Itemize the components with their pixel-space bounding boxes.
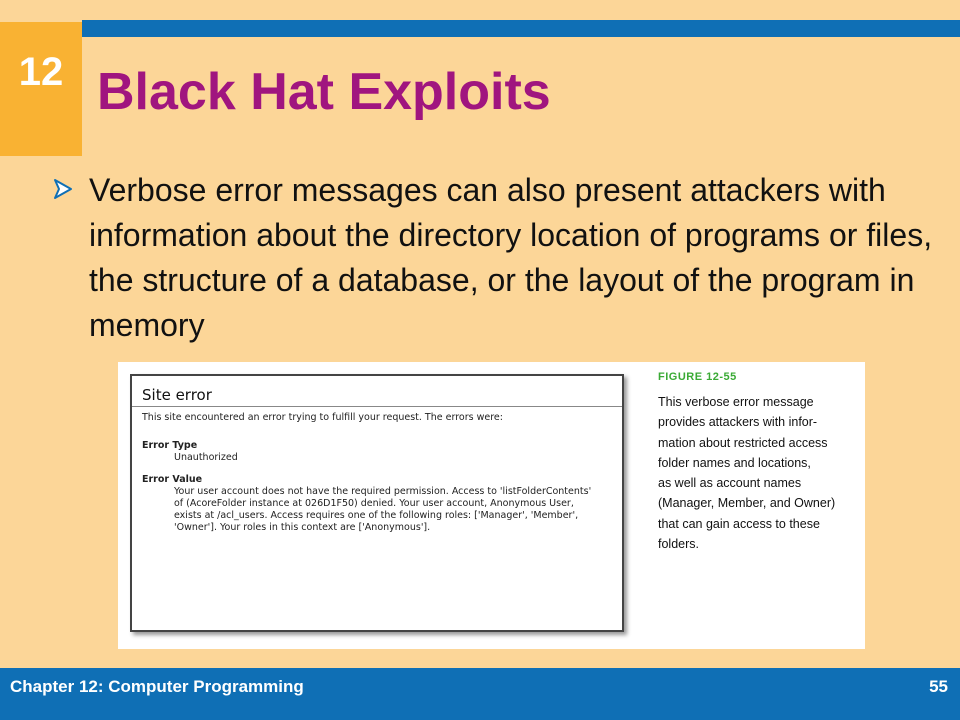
footer-bar [0, 668, 960, 720]
error-window-screenshot [130, 374, 624, 632]
caption-line: as well as account names [658, 476, 802, 491]
top-bar [0, 0, 960, 22]
caption-line: that can gain access to these [658, 516, 820, 531]
caption-line: mation about restricted access [658, 435, 828, 450]
caption-line: This verbose error message [658, 395, 814, 409]
bullet-text: Verbose error messages can also present attackers with information about the directory location of programs or files, the structure of a database, or the layout of the program in memory [89, 172, 933, 343]
error-type-label: Error Type [142, 440, 198, 451]
footer-chapter: Chapter 12: Computer Programming [10, 677, 304, 696]
error-value-line: 'Owner']. Your roles in this context are ['Anonymous']. [174, 522, 431, 533]
header-accent-bar [82, 20, 960, 37]
chapter-number: 12 [18, 50, 64, 94]
caption-line: folders. [658, 537, 699, 552]
window-divider [132, 406, 622, 407]
caption-line: (Manager, Member, and Owner) [658, 496, 836, 511]
error-value-line: Your user account does not have the required permission. Access to 'listFolderContents' [174, 486, 592, 497]
caption-line: folder names and locations, [658, 455, 811, 470]
window-title: Site error [142, 386, 212, 404]
error-intro-text: This site encountered an error trying to fulfill your request. The errors were: [142, 412, 503, 423]
figure-caption [658, 392, 868, 554]
error-value-line: of (AcoreFolder instance at 026D1F50) denied. Your user account, Anonymous User, [174, 498, 574, 509]
caption-line: provides attackers with infor- [658, 415, 818, 430]
error-type-value: Unauthorized [174, 452, 238, 463]
slide-title: Black Hat Exploits [97, 63, 551, 121]
figure-label: FIGURE 12-55 [658, 371, 737, 383]
arrow-bullet-icon [52, 178, 74, 200]
figure [118, 362, 865, 649]
page-number: 55 [929, 677, 948, 696]
error-value-line: exists at /acl_users. Access requires one of the following roles: ['Manager', 'Member', [174, 510, 579, 521]
error-value-label: Error Value [142, 474, 203, 485]
